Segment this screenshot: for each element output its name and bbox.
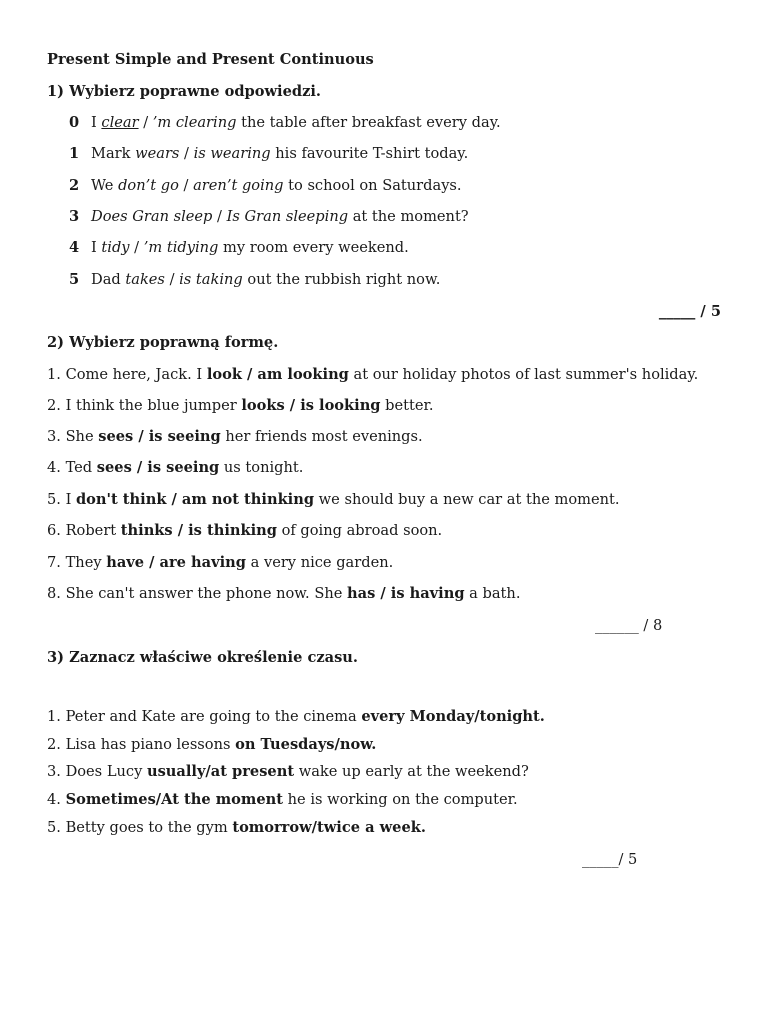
item-post: to school on Saturdays. [283, 177, 462, 194]
section2-item [47, 490, 620, 510]
item-options: sees / is seeing [98, 428, 221, 445]
item-post: better. [380, 397, 434, 414]
item-post: of going abroad soon. [276, 522, 443, 539]
item-post: his favourite T-shirt today. [270, 145, 469, 162]
section2-item [47, 553, 393, 573]
item-separator: / [212, 208, 227, 225]
item-option-1: takes [125, 271, 165, 288]
item-number: 5 [69, 271, 80, 288]
item-post: he is working on the computer. [283, 791, 518, 808]
item-pre: 2. I think the blue jumper [47, 397, 242, 414]
section1-item [69, 207, 469, 227]
item-options: thinks / is thinking [120, 522, 277, 539]
item-number: 2 [69, 177, 80, 194]
item-options: tomorrow/twice a week. [232, 819, 426, 836]
item-post: a very nice garden. [245, 554, 394, 571]
item-pre: 3. She [47, 428, 99, 445]
item-pre: 1. Peter and Kate are going to the cinema [47, 708, 362, 725]
item-post: my room every weekend. [218, 239, 409, 256]
item-number: 4 [69, 239, 80, 256]
item-pre: 1. Come here, Jack. I [47, 366, 207, 383]
item-option-2: is wearing [193, 145, 271, 162]
item-options: sees / is seeing [96, 459, 220, 476]
item-options: Sometimes/At the moment [65, 791, 283, 808]
item-option-2: ’m tidying [143, 239, 219, 256]
item-options: on Tuesdays/now. [235, 736, 377, 753]
item-pre: I [91, 114, 102, 131]
item-option-2: ’m clearing [152, 114, 237, 131]
item-option-2: Is Gran sleeping [226, 208, 349, 225]
item-pre: 2. Lisa has piano lessons [47, 736, 236, 753]
item-post: at the moment? [348, 208, 469, 225]
section2-item [47, 427, 423, 447]
section1-item [69, 238, 409, 258]
section2-score: ______ / 8 [595, 617, 663, 634]
item-separator: / [138, 114, 153, 131]
section2-item [47, 458, 303, 478]
section3-item [47, 790, 518, 810]
section3-item [47, 707, 545, 727]
item-post: wake up early at the weekend? [294, 763, 529, 780]
item-pre: 4. [47, 791, 66, 808]
section3-item [47, 735, 376, 755]
item-options: looks / is looking [241, 397, 381, 414]
item-pre: 6. Robert [47, 522, 121, 539]
section3-score: _____/ 5 [582, 851, 638, 868]
item-pre: Mark [91, 145, 136, 162]
section2-heading: 2) Wybierz poprawną formę. [47, 334, 279, 351]
section3-heading: 3) Zaznacz właściwe określenie czasu. [47, 649, 358, 666]
section2-item [47, 521, 442, 541]
item-option-2: is taking [179, 271, 243, 288]
item-pre: 3. Does Lucy [47, 763, 147, 780]
item-pre: I [91, 239, 102, 256]
item-options: have / are having [106, 554, 246, 571]
section1-score: _____ / 5 [658, 303, 721, 320]
item-post: the table after breakfast every day. [236, 114, 501, 131]
item-post: out the rubbish right now. [242, 271, 441, 288]
item-option-1: tidy [101, 239, 130, 256]
item-option-1: Does Gran sleep [91, 208, 213, 225]
item-pre: 7. They [47, 554, 107, 571]
item-separator: / [129, 239, 144, 256]
item-option-2: aren’t going [193, 177, 284, 194]
section1-item [69, 176, 462, 196]
item-options: look / am looking [206, 366, 349, 383]
item-pre: 5. Betty goes to the gym [47, 819, 233, 836]
section1-item [69, 113, 501, 133]
section3-item [47, 762, 529, 782]
item-pre: 5. I [47, 491, 76, 508]
item-post: a bath. [464, 585, 521, 602]
item-separator: / [179, 145, 194, 162]
item-separator: / [178, 177, 194, 194]
section1-heading: 1) Wybierz poprawne odpowiedzi. [47, 83, 321, 100]
item-post: we should buy a new car at the moment. [314, 491, 620, 508]
document-title: Present Simple and Present Continuous [47, 51, 374, 68]
item-separator: / [164, 271, 180, 288]
item-pre: Dad [91, 271, 126, 288]
section1-item [69, 270, 440, 290]
item-options: don't think / am not thinking [75, 491, 315, 508]
section2-item [47, 584, 520, 604]
item-post: us tonight. [219, 459, 304, 476]
item-post: her friends most evenings. [220, 428, 423, 445]
section2-item [47, 365, 698, 385]
item-number: 1 [69, 145, 80, 162]
item-pre: 4. Ted [47, 459, 97, 476]
item-options: has / is having [347, 585, 465, 602]
section2-item [47, 396, 434, 416]
section1-item [69, 144, 468, 164]
item-pre: 8. She can't answer the phone now. She [47, 585, 347, 602]
item-option-1: clear [101, 114, 139, 131]
item-option-1: don’t go [118, 177, 179, 194]
item-post: at our holiday photos of last summer's holiday. [348, 366, 699, 383]
item-options: usually/at present [146, 763, 295, 780]
item-options: every Monday/tonight. [361, 708, 545, 725]
item-option-1: wears [135, 145, 180, 162]
item-pre: We [91, 177, 119, 194]
item-number: 3 [69, 208, 80, 225]
item-number: 0 [69, 114, 80, 131]
section3-item [47, 818, 426, 838]
